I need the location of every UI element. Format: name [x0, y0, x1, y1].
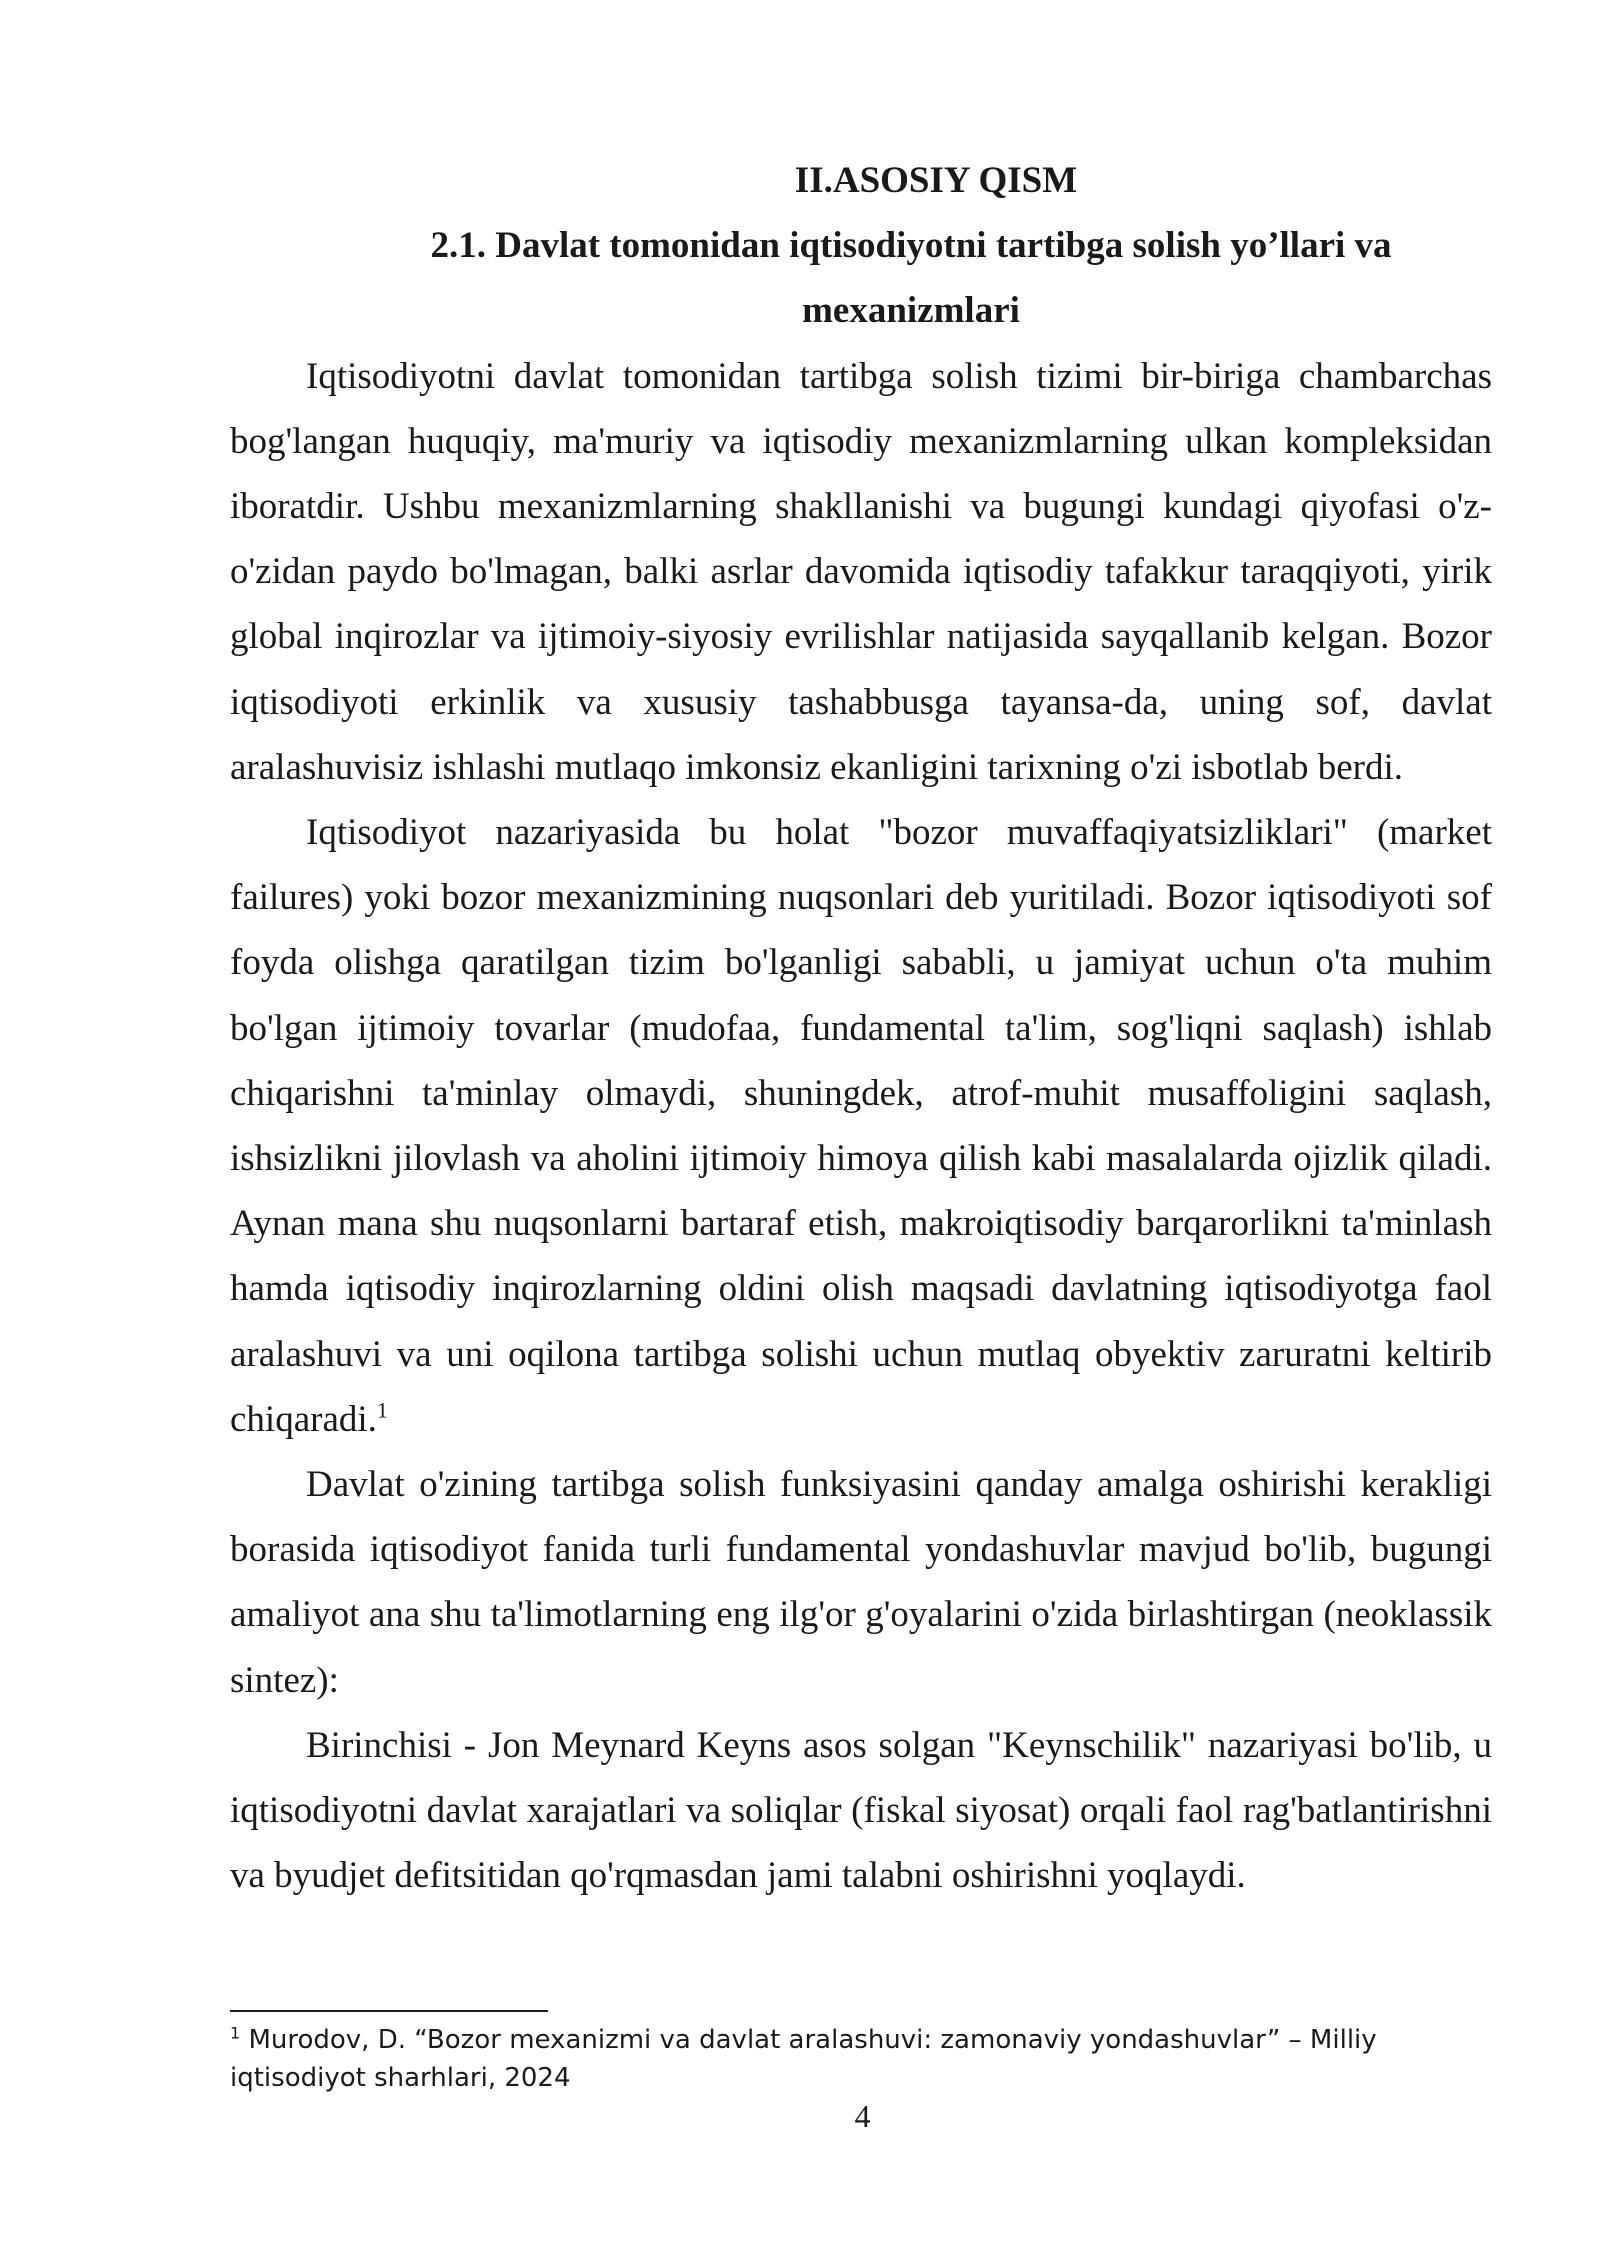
- main-content: [230, 148, 1492, 1908]
- subsection-heading-line-1: 2.1. Davlat tomonidan iqtisodiyotni tartibga solish yo’llari va: [430, 225, 1392, 267]
- paragraph-1: Iqtisodiyotni davlat tomonidan tartibga solish tizimi bir-biriga chambarchas bog'langan huquqiy, ma'muriy va iqtisodiy mexanizmlarning ulkan kompleksidan iboratdir. Ushbu mexanizmlarning shakllanishi va bugungi kundagi qiyofasi o'z-o'zidan paydo bo'lmagan, balki asrlar davomida iqtisodiy tafakkur taraqqiyoti, yirik global inqirozlar va ijtimoiy-siyosiy evrilishlar natijasida sayqallanib kelgan. Bozor iqtisodiyoti erkinlik va xususiy tashabbusga tayansa-da, uning sof, davlat aralashuvisiz ishlashi mutlaqo imkonsiz ekanligini tarixning o'zi isbotlab berdi.: [230, 355, 1492, 788]
- paragraph-2-text: Iqtisodiyot nazariyasida bu holat "bozor muvaffaqiyatsizliklari" (market failures) yoki bozor mexanizmining nuqsonlari deb yuritiladi. Bozor iqtisodiyoti sof foyda olishga qaratilgan tizim bo'lganligi sababli, u jamiyat uchun o'ta muhim bo'lgan ijtimoiy tovarlar (mudofaa, fundamental ta'lim, sog'liqni saqlash) ishlab chiqarishni ta'minlay olmaydi, shuningdek, atrof-muhit musaffoligini saqlash, ishsizlikni jilovlash va aholini ijtimoiy himoya qilish kabi masalalarda ojizlik qiladi. Aynan mana shu nuqsonlarni bartaraf etish, makroiqtisodiy barqarorlikni ta'minlash hamda iqtisodiy inqirozlarning oldini olish maqsadi davlatning iqtisodiyotga faol aralashuvi va uni oqilona tartibga solishi uchun mutlaq obyektiv zaruratni keltirib chiqaradi.: [230, 812, 1492, 1440]
- page-number: 4: [854, 2098, 871, 2134]
- subsection-heading-line-2: mexanizmlari: [802, 290, 1020, 332]
- paragraph-4: Birinchisi - Jon Meynard Keyns asos solgan "Keynschilik" nazariyasi bo'lib, u iqtisodiyotni davlat xarajatlari va soliqlar (fiskal siyosat) orqali faol rag'batlantirishni va byudjet defitsitidan qo'rqmasdan jami talabni oshirishni yoqlaydi.: [230, 1724, 1492, 1897]
- paragraph-3: Davlat o'zining tartibga solish funksiyasini qanday amalga oshirishi kerakligi borasida iqtisodiyot fanida turli fundamental yondashuvlar mavjud bo'lib, bugungi amaliyot ana shu ta'limotlarning eng ilg'or g'oyalarini o'zida birlashtirgan (neoklassik sintez):: [230, 1464, 1492, 1701]
- footnote-text: Murodov, D. “Bozor mexanizmi va davlat aralashuvi: zamonaviy yondashuvlar” – Milliy iqtisodiyot sharhlari, 2024: [230, 2025, 1377, 2093]
- paragraph-2: [230, 800, 1492, 1452]
- footnote-mark: 1: [230, 2023, 241, 2043]
- section-heading: II.ASOSIY QISM: [794, 160, 1078, 201]
- footnote: [230, 2021, 1492, 2097]
- footnote-reference[interactable]: 1: [376, 1397, 388, 1423]
- footnote-separator: [230, 2010, 548, 2012]
